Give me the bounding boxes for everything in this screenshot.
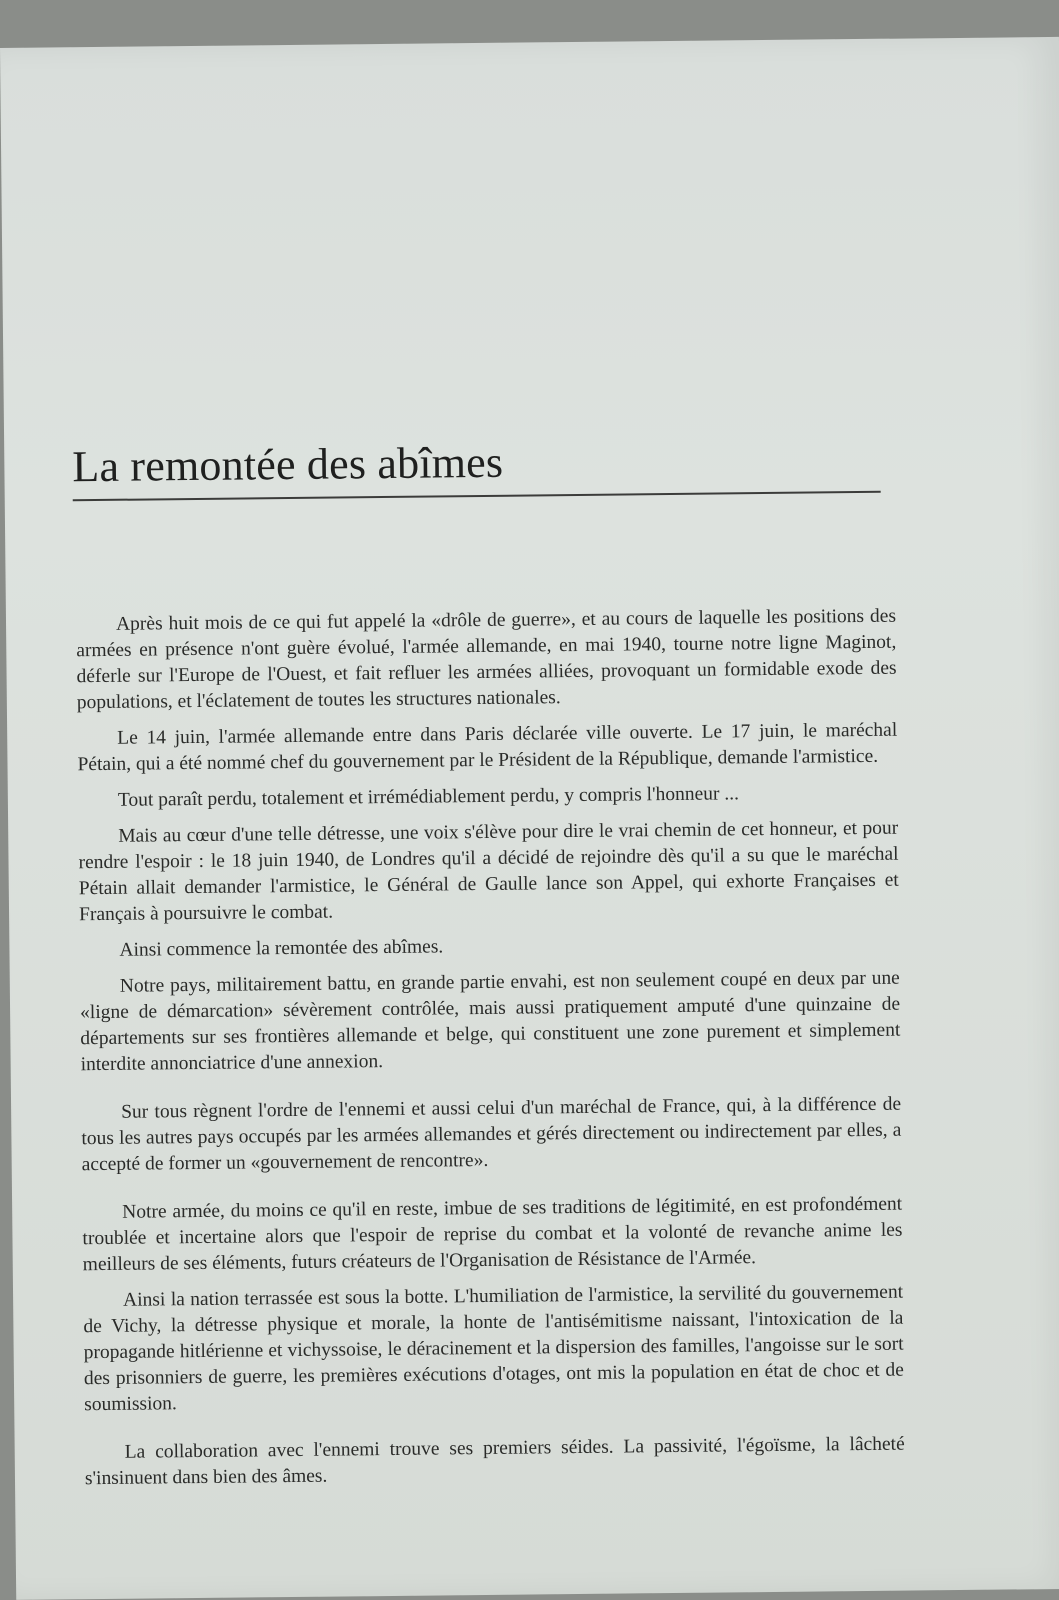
paragraph: Notre pays, militairement battu, en grande partie envahi, est non seulement coupé en deux par une «ligne de démarcation» sévèrement contrôlée, mais aussi pratiquement amputé d'une quinzaine de départements sur ses frontières allemande et belge, qui constituent une zone purement et simplement interdite annonciatrice d'une annexion. xyxy=(79,967,901,1076)
paragraph: Après huit mois de ce qui fut appelé la «drôle de guerre», et au cours de laquelle les positions des armées en présence n'ont guère évolué, l'armée allemande, en mai 1940, tourne notre ligne Maginot, déferle sur l'Europe de l'Ouest, et fait refluer les armées alliées, provoquant un formidable exode des populations, et l'éclatement de toutes les structures nationales. xyxy=(76,605,897,714)
book-page xyxy=(0,37,1059,1600)
paragraph: Sur tous règnent l'ordre de l'ennemi et aussi celui d'un maréchal de France, qui, à la différence de tous les autres pays occupés par les armées allemandes et gérés directement ou indirectement par elles, a accepté de former un «gouvernement de rencontre». xyxy=(81,1093,902,1176)
paragraph: Le 14 juin, l'armée allemande entre dans Paris déclarée ville ouverte. Le 17 juin, le maréchal Pétain, qui a été nommé chef du gouvernement par le Président de la République, demande l'armistice. xyxy=(77,719,898,776)
paragraph: Tout paraît perdu, totalement et irrémédiablement perdu, y compris l'honneur ... xyxy=(117,783,740,811)
paragraph: Mais au cœur d'une telle détresse, une voix s'élève pour dire le vrai chemin de cet honneur, et pour rendre l'espoir : le 18 juin 1940, de Londres qu'il a décidé de rejoindre dès qu'il a su que le maréchal Pétain allait demander l'armistice, le Général de Gaulle lance son Appel, qui exhorte Françaises et Français à poursuivre le combat. xyxy=(78,817,899,926)
chapter-title: La remontée des abîmes xyxy=(72,437,504,492)
paragraph: Ainsi la nation terrassée est sous la botte. L'humiliation de l'armistice, la servilité du gouvernement de Vichy, la détresse physique et morale, la honte de l'antisémitisme naissant, l'intoxication de la propagande hitlérienne et vichyssoise, le déracinement et la dispersion des familles, l'angoisse sur le sort des prisonniers de guerre, les premières exécutions d'otages, ont mis la population en état de choc et de soumission. xyxy=(83,1281,905,1416)
paragraph: Ainsi commence la remontée des abîmes. xyxy=(119,936,444,961)
body-text xyxy=(76,604,905,1503)
paragraph: Notre armée, du moins ce qu'il en reste, imbue de ses traditions de légitimité, en est profondément troublée et incertaine alors que l'espoir de reprise du combat et la volonté de revanche anime les meilleurs de ses éléments, futurs créateurs de l'Organisation de Résistance de l'Armée. xyxy=(82,1193,903,1276)
title-rule xyxy=(73,491,881,501)
paragraph: La collaboration avec l'ennemi trouve ses premiers séides. La passivité, l'égoïsme, la lâcheté s'insinuent dans bien des âmes. xyxy=(84,1433,905,1490)
